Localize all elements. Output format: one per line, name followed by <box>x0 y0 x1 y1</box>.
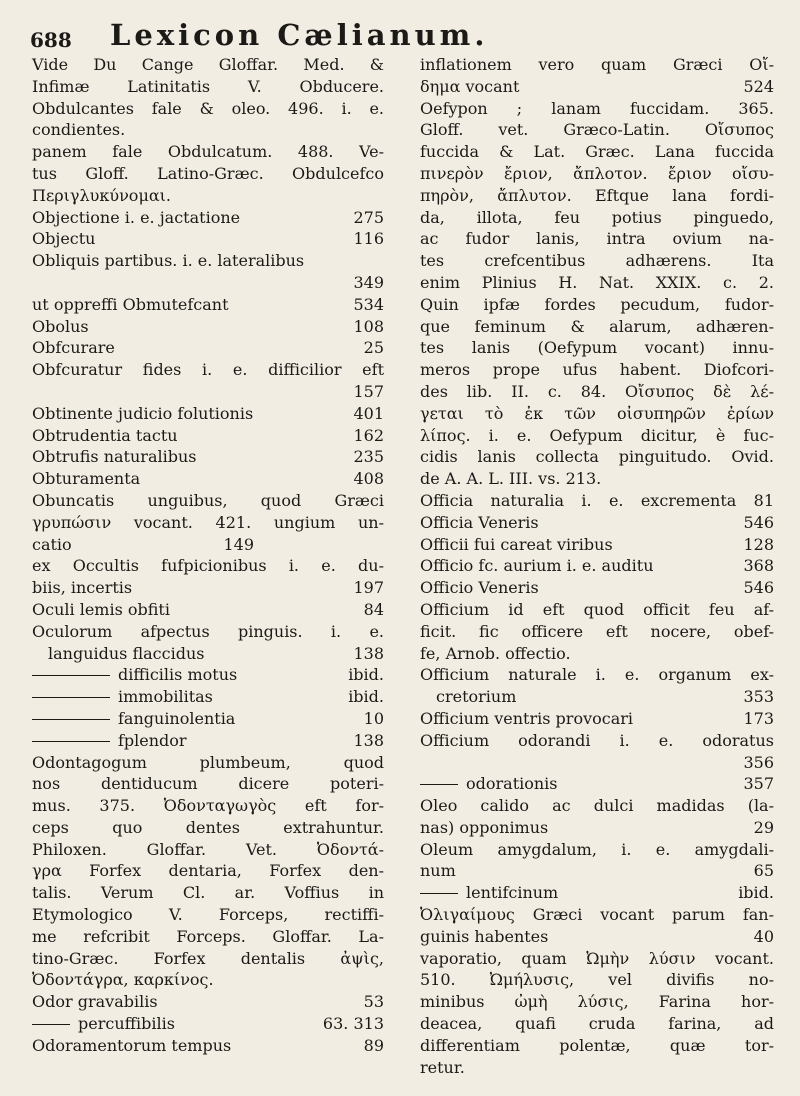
entry-text: lentifcinum <box>466 883 559 903</box>
entry-text: Obtrufis naturalibus <box>32 447 197 467</box>
entry-line <box>420 730 774 752</box>
entry-text: fuccida & Lat. Græc. Lana fuccida <box>420 142 774 162</box>
entry-line <box>32 795 384 817</box>
entry-line <box>420 294 774 316</box>
entry-text: de A. A. L. III. vs. 213. <box>420 469 602 489</box>
entry-line <box>32 185 384 207</box>
entry-wrap <box>32 730 187 752</box>
page-reference: 173 <box>743 708 774 728</box>
entry-text: Oculi lemis obfiti <box>32 599 170 619</box>
entry-line <box>420 337 774 359</box>
entry-wrap <box>32 708 235 730</box>
entry-line <box>32 534 384 556</box>
entry-text: Obfcuratur fides i. e. difficilior eft <box>32 360 384 380</box>
entry-line <box>420 621 774 643</box>
entry-text: panem fale Obdulcatum. 488. Ve- <box>32 142 384 162</box>
entry-text: ut oppreffi Obmutefcant <box>32 294 229 314</box>
entry-line <box>32 577 384 599</box>
entry-line <box>420 316 774 338</box>
entry-text: fe, Arnob. offectio. <box>420 643 571 663</box>
entry-line <box>420 98 774 120</box>
entry-text: λίπος. i. e. Oefypum dicitur, è fuc- <box>420 425 774 445</box>
entry-line <box>420 664 774 686</box>
entry-line <box>420 686 774 708</box>
entry-text: Obolus <box>32 316 89 336</box>
page-reference: 65 <box>753 861 774 881</box>
page-reference: 368 <box>743 556 774 576</box>
page-reference: 353 <box>743 687 774 707</box>
entry-line <box>32 316 384 338</box>
page-reference: 275 <box>353 207 384 227</box>
entry-line <box>32 773 384 795</box>
entry-line <box>32 882 384 904</box>
entry-line <box>420 468 774 490</box>
entry-line <box>32 294 384 316</box>
entry-line <box>32 54 384 76</box>
entry-line <box>420 752 774 774</box>
entry-wrap <box>32 664 237 686</box>
entry-line <box>420 207 774 229</box>
entry-text: ceps quo dentes extrahuntur. <box>32 817 384 837</box>
page-reference: 546 <box>743 578 774 598</box>
page-reference: ibid. <box>348 687 384 707</box>
entry-line <box>420 119 774 141</box>
entry-text: retur. <box>420 1057 465 1077</box>
page-reference: 63. 313 <box>322 1014 384 1034</box>
entry-line <box>420 272 774 294</box>
page-reference: 401 <box>353 403 384 423</box>
entry-text: talis. Verum Cl. ar. Voffius in <box>32 883 384 903</box>
page-reference: 357 <box>743 774 774 794</box>
entry-line <box>420 141 774 163</box>
entry-line <box>32 991 384 1013</box>
entry-text: me refcribit Forceps. Gloffar. La- <box>32 926 384 946</box>
entry-line <box>32 272 384 294</box>
entry-text: Obdulcantes fale & oleo. 496. i. e. <box>32 98 384 118</box>
page-reference: 524 <box>743 76 774 96</box>
entry-line <box>32 817 384 839</box>
entry-line <box>32 250 384 272</box>
entry-line <box>420 643 774 665</box>
entry-line <box>420 839 774 861</box>
ditto-dash <box>420 893 458 894</box>
entry-text: Officium ventris provocari <box>420 708 634 728</box>
entry-line <box>32 119 384 141</box>
page-reference: 84 <box>363 599 384 619</box>
entry-line <box>420 860 774 882</box>
page-reference: 53 <box>363 992 384 1012</box>
entry-text: Officium odorandi i. e. odoratus <box>420 730 774 750</box>
entry-line <box>32 599 384 621</box>
entry-text: fplendor <box>118 730 187 750</box>
entry-line <box>32 98 384 120</box>
entry-text: Officium naturale i. e. organum ex- <box>420 665 774 685</box>
entry-text: Objectione i. e. jactatione <box>32 207 241 227</box>
entry-text: Oculorum afpectus pinguis. i. e. <box>32 621 384 641</box>
entry-line <box>32 1035 384 1057</box>
entry-line <box>420 76 774 98</box>
entry-line <box>32 948 384 970</box>
entry-text: ac fudor lanis, intra ovium na- <box>420 229 774 249</box>
entry-line <box>32 163 384 185</box>
entry-line <box>420 577 774 599</box>
entry-wrap <box>32 1013 175 1035</box>
entry-line <box>420 54 774 76</box>
entry-line <box>420 817 774 839</box>
entry-text: Gloff. vet. Græco-Latin. Οἴσυπος <box>420 120 774 140</box>
entry-text: differentiam polentæ, quæ tor- <box>420 1035 774 1055</box>
entry-line <box>32 969 384 991</box>
entry-line <box>32 839 384 861</box>
entry-text: biis, incertis <box>32 578 133 598</box>
entry-text: que feminum & alarum, adhæren- <box>420 316 774 336</box>
entry-text: tes crefcentibus adhærens. Ita <box>420 251 774 271</box>
entry-line <box>420 1035 774 1057</box>
entry-line <box>420 773 774 795</box>
entry-line <box>32 708 384 730</box>
entry-text: nas) opponimus <box>420 817 549 837</box>
entry-text: difficilis motus <box>118 665 238 685</box>
entry-line <box>420 512 774 534</box>
page-reference: 149 <box>223 534 254 554</box>
entry-line <box>32 403 384 425</box>
page-reference: 128 <box>743 534 774 554</box>
entry-text: tino-Græc. Forfex dentalis ἀψὶς, <box>32 948 384 968</box>
right-column <box>420 54 774 1078</box>
entry-text: cidis lanis collecta pinguitudo. Ovid. <box>420 447 774 467</box>
entry-text: Infimæ Latinitatis V. Obducere. <box>32 76 384 96</box>
page-reference: 10 <box>363 708 384 728</box>
entry-text: condientes. <box>32 120 126 140</box>
entry-line <box>32 752 384 774</box>
entry-line <box>420 991 774 1013</box>
entry-text: Officii fui careat viribus <box>420 534 613 554</box>
entry-text: γεται τὸ ἐκ τῶν οἰσυπηρῶν ἐρίων <box>420 403 774 423</box>
entry-text: Obturamenta <box>32 469 141 489</box>
entry-line <box>32 926 384 948</box>
entry-text: guinis habentes <box>420 926 549 946</box>
entry-text: Oleo calido ac dulci madidas (la- <box>420 796 774 816</box>
ditto-dash <box>32 675 110 676</box>
entry-line <box>420 490 774 512</box>
entry-line <box>32 337 384 359</box>
entry-text: catio <box>32 534 72 554</box>
entry-text: cretorium <box>436 687 517 707</box>
page-header <box>0 12 800 52</box>
entry-text: Oefypon ; lanam fuccidam. 365. <box>420 98 774 118</box>
entry-line <box>32 730 384 752</box>
ditto-dash <box>32 719 110 720</box>
page-reference: ibid. <box>738 883 774 903</box>
page-reference: 162 <box>353 425 384 445</box>
page-reference: 89 <box>363 1035 384 1055</box>
entry-line <box>420 228 774 250</box>
entry-line <box>420 882 774 904</box>
entry-text: num <box>420 861 456 881</box>
entry-text: languidus flaccidus <box>48 643 205 663</box>
entry-line <box>420 555 774 577</box>
entry-text: πηρὸν, ἄπλυτον. Eftque lana fordi- <box>420 185 774 205</box>
page-reference: 408 <box>353 469 384 489</box>
page-reference: 25 <box>363 338 384 358</box>
entry-line <box>32 359 384 381</box>
left-column <box>32 54 384 1057</box>
page-reference: 235 <box>353 447 384 467</box>
entry-text: tus Gloff. Latino-Græc. Obdulcefco <box>32 163 384 183</box>
entry-text: Obliquis partibus. i. e. lateralibus <box>32 251 305 271</box>
entry-text: Officia Veneris <box>420 512 539 532</box>
entry-text: ficit. fic officere eft nocere, obef- <box>420 621 774 641</box>
page-reference: 108 <box>353 316 384 336</box>
page-reference: 40 <box>753 926 774 946</box>
entry-text: vaporatio, quam Ὠμὴν λύσιν vocant. <box>420 948 774 968</box>
entry-line <box>420 926 774 948</box>
entry-line <box>32 207 384 229</box>
entry-line <box>32 468 384 490</box>
entry-text: immobilitas <box>118 687 213 707</box>
entry-text: Obtinente judicio folutionis <box>32 403 254 423</box>
page-reference: 138 <box>353 730 384 750</box>
entry-text: tes lanis (Oefypum vocant) innu- <box>420 338 774 358</box>
entry-line <box>420 708 774 730</box>
entry-text: Odor gravabilis <box>32 992 158 1012</box>
entry-text: Ὀδοντάγρα, καρκίνος. <box>32 970 214 990</box>
entry-line <box>420 599 774 621</box>
entry-text: ex Occultis fufpicionibus i. e. du- <box>32 556 384 576</box>
entry-wrap <box>32 686 213 708</box>
entry-text: Officio Veneris <box>420 578 539 598</box>
entry-text: Obfcurare <box>32 338 115 358</box>
entry-line <box>32 686 384 708</box>
ditto-dash <box>32 741 110 742</box>
entry-text: odorationis <box>466 774 558 794</box>
entry-text: Vide Du Cange Gloffar. Med. & <box>32 55 384 74</box>
entry-text: Ὀλιγαίμους Græci vocant parum fan- <box>420 905 774 925</box>
entry-line <box>32 446 384 468</box>
entry-line <box>32 904 384 926</box>
entry-text: γρυπώσιν vocant. 421. ungium un- <box>32 512 384 532</box>
entry-text: Odontagogum plumbeum, quod <box>32 752 384 772</box>
page-reference: 546 <box>743 512 774 532</box>
entry-line <box>32 621 384 643</box>
entry-line <box>32 555 384 577</box>
entry-line <box>32 512 384 534</box>
entry-line <box>32 1013 384 1035</box>
entry-line <box>420 359 774 381</box>
entry-line <box>420 904 774 926</box>
entry-line <box>420 446 774 468</box>
entry-wrap <box>420 882 558 904</box>
running-title: Lexicon Cælianum. <box>110 18 489 52</box>
page-reference: 157 <box>353 381 384 401</box>
entry-text: minibus ὠμὴ λύσις, Farina hor- <box>420 992 774 1012</box>
page-number: 688 <box>30 28 72 52</box>
entry-line <box>32 381 384 403</box>
entry-text: enim Plinius H. Nat. XXIX. c. 2. <box>420 272 774 292</box>
entry-text: deacea, quafi cruda farina, ad <box>420 1014 774 1034</box>
entry-line <box>32 860 384 882</box>
entry-wrap <box>420 773 558 795</box>
entry-line <box>420 1013 774 1035</box>
page-reference: 29 <box>753 817 774 837</box>
ditto-dash <box>32 697 110 698</box>
entry-line <box>32 664 384 686</box>
entry-line <box>420 425 774 447</box>
entry-text: meros prope ufus habent. Diofcori- <box>420 360 774 380</box>
page-reference: 138 <box>353 643 384 663</box>
page-reference: 197 <box>353 578 384 598</box>
entry-text: Obtrudentia tactu <box>32 425 178 445</box>
entry-line <box>420 403 774 425</box>
entry-line <box>420 1057 774 1079</box>
entry-line <box>420 185 774 207</box>
entry-text: δημα vocant <box>420 76 520 96</box>
entry-text: Quin ipfæ fordes pecudum, fudor- <box>420 294 774 314</box>
page-reference: 349 <box>353 272 384 292</box>
entry-text: Officio fc. aurium i. e. auditu <box>420 556 654 576</box>
entry-line <box>420 969 774 991</box>
entry-line <box>420 948 774 970</box>
entry-line <box>32 141 384 163</box>
page-reference: ibid. <box>348 665 384 685</box>
page-reference: 534 <box>353 294 384 314</box>
entry-text: Officium id eft quod officit feu af- <box>420 599 774 619</box>
entry-text: 510. Ὠμήλυσις, vel divifis no- <box>420 970 774 990</box>
entry-line <box>420 250 774 272</box>
entry-text: Oleum amygdalum, i. e. amygdali- <box>420 839 774 859</box>
entry-text: da, illota, feu potius pinguedo, <box>420 207 774 227</box>
entry-line <box>32 425 384 447</box>
entry-text: πινερὸν ἔριον, ἄπλοτον. ἔριον οἴσυ- <box>420 163 774 183</box>
page-reference: 116 <box>353 229 384 249</box>
entry-line <box>420 163 774 185</box>
ditto-dash <box>420 784 458 785</box>
entry-text: Περιγλυκύνομαι. <box>32 185 171 205</box>
entry-text: fanguinolentia <box>118 708 236 728</box>
entry-line <box>420 795 774 817</box>
entry-text: Obuncatis unguibus, quod Græci <box>32 490 384 510</box>
entry-text: percuffibilis <box>78 1014 175 1034</box>
entry-text: γρα Forfex dentaria, Forfex den- <box>32 861 384 881</box>
entry-line <box>32 490 384 512</box>
entry-text: mus. 375. Ὀδονταγωγὸς eft for- <box>32 796 384 816</box>
entry-line <box>420 534 774 556</box>
entry-line <box>32 76 384 98</box>
entry-line <box>420 381 774 403</box>
entry-text: Etymologico V. Forceps, rectiffi- <box>32 905 384 925</box>
entry-text: des lib. II. c. 84. Οἴσυπος δὲ λέ- <box>420 381 774 401</box>
entry-text: inflationem vero quam Græci Οἴ- <box>420 55 774 74</box>
entry-text: Philoxen. Gloffar. Vet. Ὀδοντά- <box>32 839 384 859</box>
entry-text: Officia naturalia i. e. excrementa 81 <box>420 490 774 510</box>
entry-text: Objectu <box>32 229 96 249</box>
entry-text: nos dentiducum dicere poteri- <box>32 774 384 794</box>
page-reference: 356 <box>743 752 774 772</box>
ditto-dash <box>32 1024 70 1025</box>
entry-line <box>32 643 384 665</box>
entry-text: Odoramentorum tempus <box>32 1035 232 1055</box>
entry-line <box>32 228 384 250</box>
